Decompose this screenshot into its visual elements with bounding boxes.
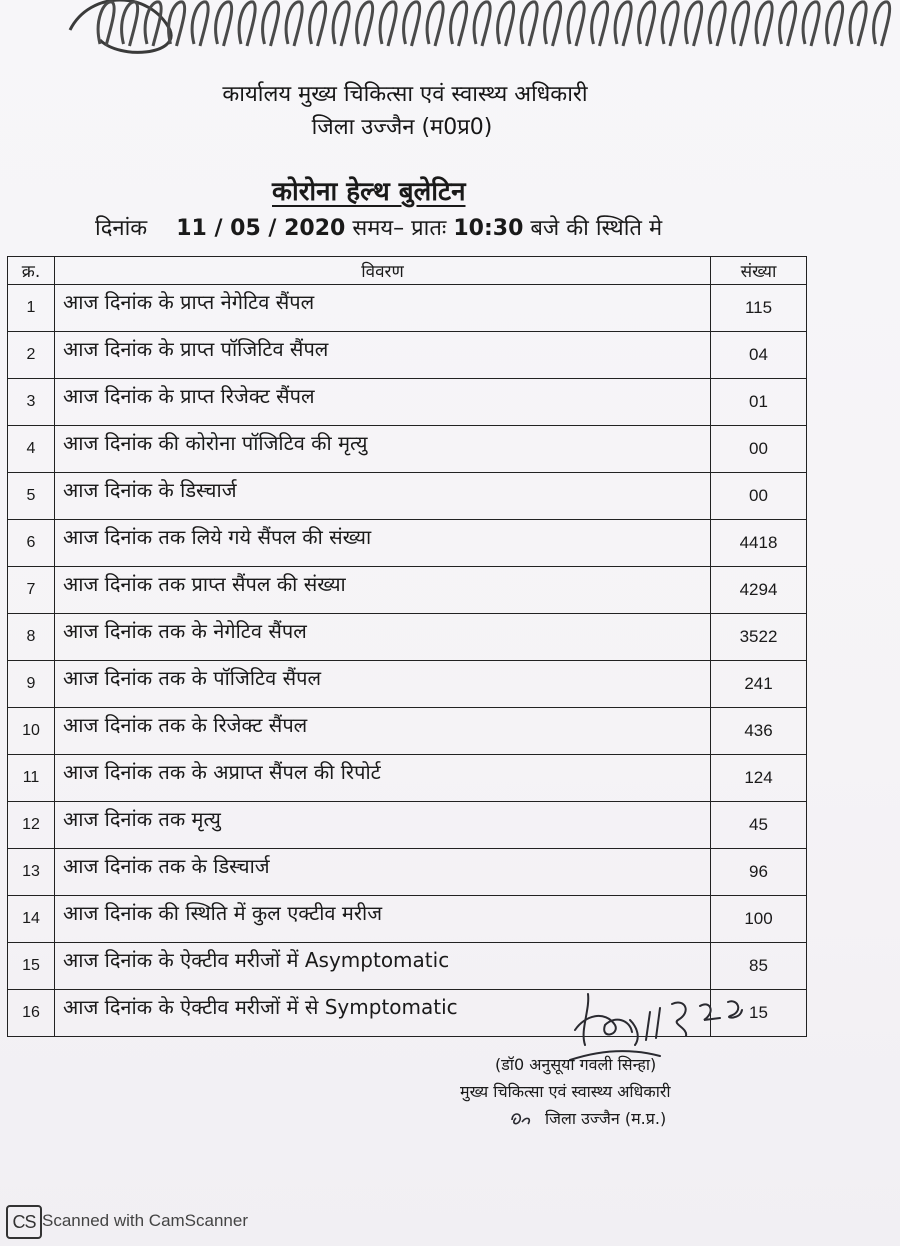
row-serial: 13 [8, 849, 55, 896]
time-label: समय– प्रातः [352, 216, 447, 241]
camscanner-logo: CS [6, 1205, 42, 1239]
row-serial: 14 [8, 896, 55, 943]
table-row [8, 285, 807, 332]
signatory-name: (डॉ0 अनुसूया गवली सिन्हा) [495, 1055, 657, 1074]
row-description: आज दिनांक तक के डिस्चार्ज [55, 849, 711, 896]
table-row [8, 614, 807, 661]
row-description: आज दिनांक तक लिये गये सैंपल की संख्या [55, 520, 711, 567]
date-value: 11 / 05 / 2020 [176, 216, 346, 241]
spiral-coil [98, 2, 114, 46]
row-serial: 16 [8, 990, 55, 1037]
date-label: दिनांक [95, 216, 148, 241]
spiral-coil [615, 2, 631, 46]
row-description: आज दिनांक तक मृत्यु [55, 802, 711, 849]
spiral-coil [803, 2, 819, 46]
spiral-coil [216, 2, 232, 46]
row-count: 4418 [711, 520, 807, 567]
time-value: 10:30 [453, 216, 524, 241]
spiral-coil [122, 2, 138, 46]
spiral-coil [474, 2, 490, 46]
row-serial: 10 [8, 708, 55, 755]
row-description: आज दिनांक तक के रिजेक्ट सैंपल [55, 708, 711, 755]
row-description: आज दिनांक के ऐक्टीव मरीजों में Asymptomatic [55, 943, 711, 990]
spiral-coil [192, 2, 208, 46]
spiral-coil [756, 2, 772, 46]
table-row [8, 755, 807, 802]
table-row [8, 896, 807, 943]
header-serial: क्र. [8, 257, 55, 285]
camscanner-watermark: Scanned with CamScanner [42, 1211, 249, 1230]
spiral-coil [357, 2, 373, 46]
row-description: आज दिनांक के प्राप्त रिजेक्ट सैंपल [55, 379, 711, 426]
row-description: आज दिनांक तक के अप्राप्त सैंपल की रिपोर्ट [55, 755, 711, 802]
spiral-coil [686, 2, 702, 46]
row-count: 04 [711, 332, 807, 379]
table-row [8, 943, 807, 990]
row-description: आज दिनांक की कोरोना पॉजिटिव की मृत्यु [55, 426, 711, 473]
spiral-coil [639, 2, 655, 46]
row-serial: 15 [8, 943, 55, 990]
row-count: 436 [711, 708, 807, 755]
table-row [8, 473, 807, 520]
office-heading: कार्यालय मुख्य चिकित्सा एवं स्वास्थ्य अधिकारी [222, 82, 588, 107]
row-count: 115 [711, 285, 807, 332]
row-count: 00 [711, 473, 807, 520]
spiral-coil [380, 2, 396, 46]
district-heading: जिला उज्जैन (म0प्र0) [311, 115, 493, 140]
row-serial: 4 [8, 426, 55, 473]
status-suffix: बजे की स्थिति मे [530, 216, 663, 241]
spiral-coil [404, 2, 420, 46]
row-description: आज दिनांक तक के नेगेटिव सैंपल [55, 614, 711, 661]
row-serial: 1 [8, 285, 55, 332]
row-count: 85 [711, 943, 807, 990]
table-header-row [8, 257, 807, 285]
table-row [8, 332, 807, 379]
row-serial: 2 [8, 332, 55, 379]
row-description: आज दिनांक तक के पॉजिटिव सैंपल [55, 661, 711, 708]
spiral-coil [662, 2, 678, 46]
header-description: विवरण [55, 257, 711, 285]
header-count: संख्या [711, 257, 807, 285]
row-count: 4294 [711, 567, 807, 614]
row-count: 124 [711, 755, 807, 802]
spiral-coil [498, 2, 514, 46]
row-count: 241 [711, 661, 807, 708]
row-serial: 7 [8, 567, 55, 614]
spiral-coil [545, 2, 561, 46]
initial-mark [508, 1108, 534, 1128]
row-description: आज दिनांक की स्थिति में कुल एक्टीव मरीज [55, 896, 711, 943]
row-serial: 8 [8, 614, 55, 661]
row-count: 45 [711, 802, 807, 849]
spiral-coil [286, 2, 302, 46]
row-description: आज दिनांक के डिस्चार्ज [55, 473, 711, 520]
spiral-coil [521, 2, 537, 46]
spiral-coil [827, 2, 843, 46]
row-description: आज दिनांक के प्राप्त पॉजिटिव सैंपल [55, 332, 711, 379]
table-row [8, 849, 807, 896]
spiral-coil [780, 2, 796, 46]
row-description: आज दिनांक के ऐक्टीव मरीजों में से Symptomatic [55, 990, 711, 1037]
date-line [95, 212, 662, 242]
bulletin-table [7, 256, 807, 1037]
spiral-coil [568, 2, 584, 46]
row-serial: 11 [8, 755, 55, 802]
row-description: आज दिनांक तक प्राप्त सैंपल की संख्या [55, 567, 711, 614]
table-row [8, 661, 807, 708]
spiral-coil [427, 2, 443, 46]
row-count: 96 [711, 849, 807, 896]
spiral-coil [850, 2, 866, 46]
row-serial: 12 [8, 802, 55, 849]
spiral-coil [874, 2, 890, 46]
spiral-coil [451, 2, 467, 46]
spiral-coil [263, 2, 279, 46]
row-serial: 3 [8, 379, 55, 426]
row-description: आज दिनांक के प्राप्त नेगेटिव सैंपल [55, 285, 711, 332]
spiral-coil [333, 2, 349, 46]
row-serial: 9 [8, 661, 55, 708]
table-row [8, 520, 807, 567]
table-row [8, 708, 807, 755]
table-row [8, 379, 807, 426]
spiral-coil [733, 2, 749, 46]
spiral-coil [239, 2, 255, 46]
row-serial: 6 [8, 520, 55, 567]
row-count: 3522 [711, 614, 807, 661]
signatory-district: जिला उज्जैन (म.प्र.) [545, 1109, 667, 1128]
row-serial: 5 [8, 473, 55, 520]
spiral-binding [30, 0, 900, 62]
spiral-coil [592, 2, 608, 46]
row-count: 00 [711, 426, 807, 473]
spiral-coil [310, 2, 326, 46]
table-row [8, 567, 807, 614]
signatory-title: मुख्य चिकित्सा एवं स्वास्थ्य अधिकारी [460, 1082, 671, 1101]
spiral-coil [709, 2, 725, 46]
row-count: 15 [711, 990, 807, 1037]
row-count: 100 [711, 896, 807, 943]
table-row [8, 802, 807, 849]
table-row [8, 426, 807, 473]
row-count: 01 [711, 379, 807, 426]
bulletin-title: कोरोना हेल्थ बुलेटिन [272, 177, 466, 207]
